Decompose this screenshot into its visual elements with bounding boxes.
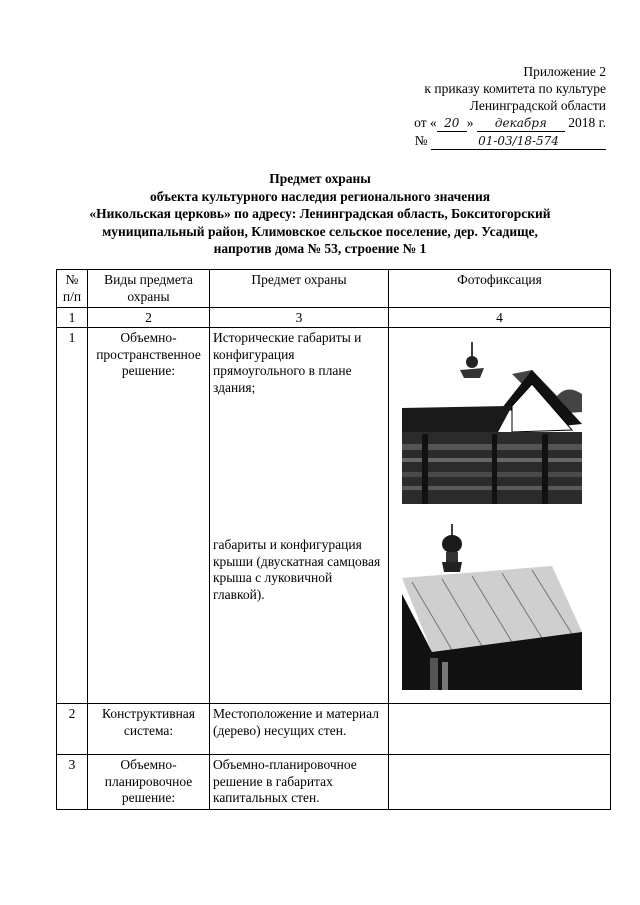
document-title: Предмет охраны объекта культурного наследия регионального значения «Никольская церковь» по адресу: Ленинградская область, Бокситогорский муниципальный район, Климовское сельское поселение, дер. Усадище, напротив дома № 53, строение № 1 [89, 171, 551, 256]
row-type: Конструктивная система: [88, 704, 210, 755]
handwritten-month: декабря [477, 116, 565, 132]
table-row: 1 Объемно-пространственное решение: Исторические габариты и конфигурация прямоугольного в плане здания; габариты и конфигурация крыши (двускатная самцовая крыша с луковичной главкой). [57, 328, 611, 704]
annex-number: № 01-03/18-574 [366, 132, 606, 150]
subject-text: Местоположение и материал (дерево) несущих стен. [210, 704, 389, 755]
subject-text: Объемно-планировочное решение в габаритах капитальных стен. [210, 755, 389, 810]
annex-title: Приложение 2 [523, 64, 606, 79]
subject-text: Исторические габариты и конфигурация прямоугольного в плане здания; [213, 330, 362, 395]
annex-block [366, 63, 606, 150]
header-photo: Фотофиксация [389, 270, 611, 308]
annex-region: Ленинградской области [469, 98, 606, 113]
column-numbers-row: 1 2 3 4 [57, 308, 611, 328]
row-type: Объемно-планировочное решение: [88, 755, 210, 810]
annex-year: 2018 г. [568, 115, 606, 130]
table-row: 2 Конструктивная система: Местоположение и материал (дерево) несущих стен. [57, 704, 611, 755]
protection-table [56, 269, 611, 810]
header-types: Виды предмета охраны [88, 270, 210, 308]
handwritten-number: 01-03/18-574 [431, 134, 606, 150]
row-type: Объемно-пространственное решение: [88, 328, 210, 704]
handwritten-day: 20 [437, 116, 467, 132]
table-row: 3 Объемно-планировочное решение: Объемно-планировочное решение в габаритах капитальных стен. [57, 755, 611, 810]
church-dome-roof-photo [402, 522, 582, 690]
annex-order-ref: к приказу комитета по культуре [424, 81, 606, 96]
table-header-row [57, 270, 611, 308]
church-roof-photo [402, 334, 582, 504]
header-subject: Предмет охраны [210, 270, 389, 308]
subject-text: габариты и конфигурация крыши (двускатная самцовая крыша с луковичной главкой). [213, 537, 381, 602]
annex-date: от « 20 » декабря 2018 г. [414, 115, 606, 130]
header-num: № п/п [57, 270, 88, 308]
